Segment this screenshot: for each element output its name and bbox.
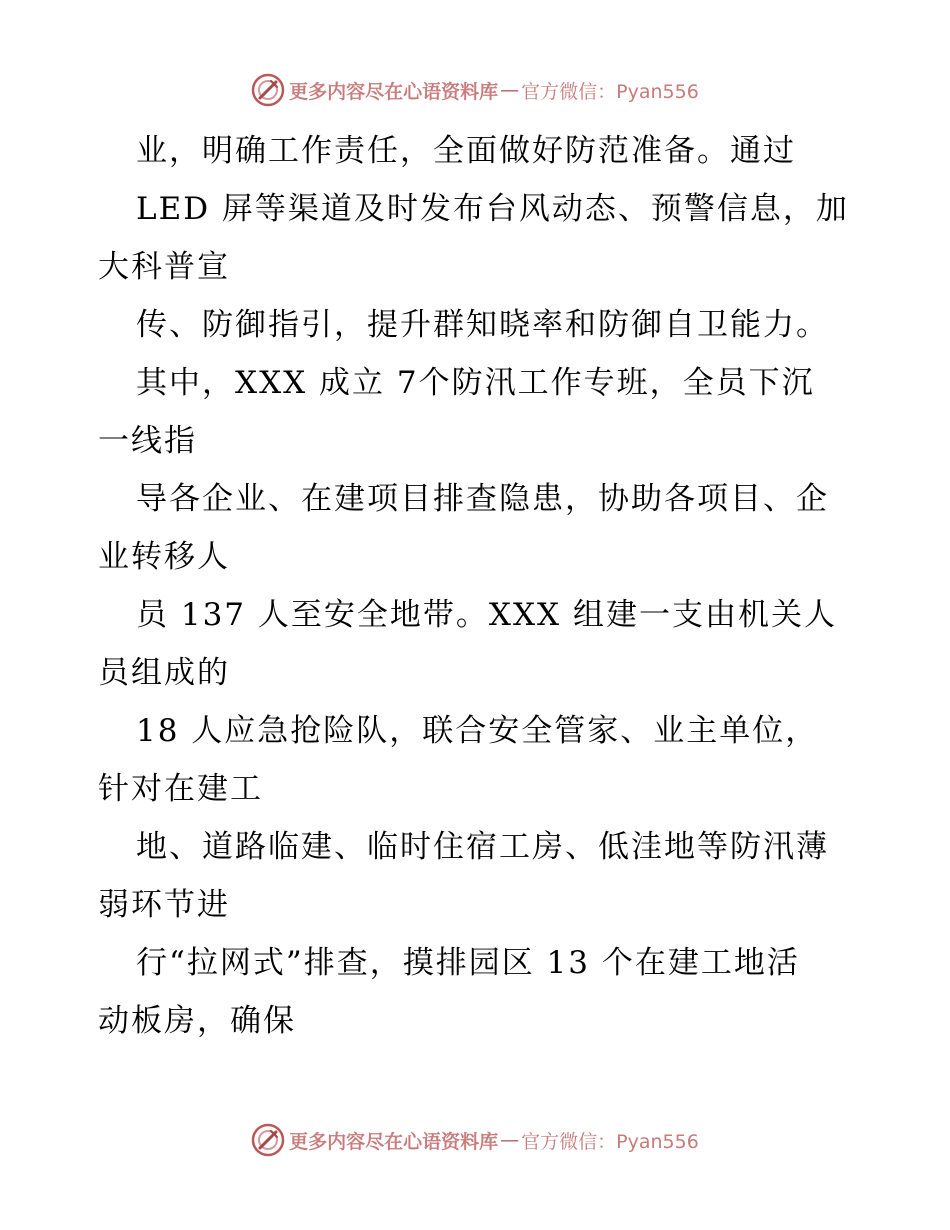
text-line: 其中，XXX 成立 7个防汛工作专班，全员下沉 xyxy=(136,365,815,401)
text-line: LED 屏等渠道及时发布台风动态、预警信息，加 xyxy=(136,191,849,227)
text-line: 动板房，确保 xyxy=(98,1003,296,1039)
text-line: 员 137 人至安全地带。XXX 组建一支由机关人 xyxy=(136,597,837,633)
seal-logo-icon xyxy=(251,1123,285,1157)
text-line: 业转移人 xyxy=(98,539,230,575)
text-line: 18 人应急抢险队，联合安全管家、业主单位， xyxy=(136,713,819,749)
seal-logo-icon xyxy=(251,73,285,107)
text-line: 导各企业、在建项目排查隐患，协助各项目、企 xyxy=(136,481,829,517)
text-line: 传、防御指引，提升群知晓率和防御自卫能力。 xyxy=(136,307,829,343)
text-line: 地、道路临建、临时住宿工房、低洼地等防汛薄 xyxy=(136,829,829,865)
watermark-separator: — xyxy=(500,79,520,101)
header-watermark xyxy=(0,70,950,110)
text-line: 行“拉网式”排查，摸排园区 13 个在建工地活 xyxy=(136,945,800,981)
watermark-text: 更多内容尽在心语资料库 xyxy=(289,1130,499,1153)
text-line: 弱环节进 xyxy=(98,887,230,923)
text-line: 一线指 xyxy=(98,423,197,459)
watermark-contact: 官方微信：Pyan556 xyxy=(521,1130,699,1153)
footer-watermark xyxy=(0,1120,950,1160)
text-line: 大科普宣 xyxy=(98,249,230,285)
watermark-contact: 官方微信：Pyan556 xyxy=(521,80,699,103)
watermark-text: 更多内容尽在心语资料库 xyxy=(289,80,499,103)
text-line: 针对在建工 xyxy=(98,771,263,807)
text-line: 员组成的 xyxy=(98,655,230,691)
watermark-separator: — xyxy=(500,1129,520,1151)
text-line: 业，明确工作责任，全面做好防范准备。通过 xyxy=(136,133,796,169)
